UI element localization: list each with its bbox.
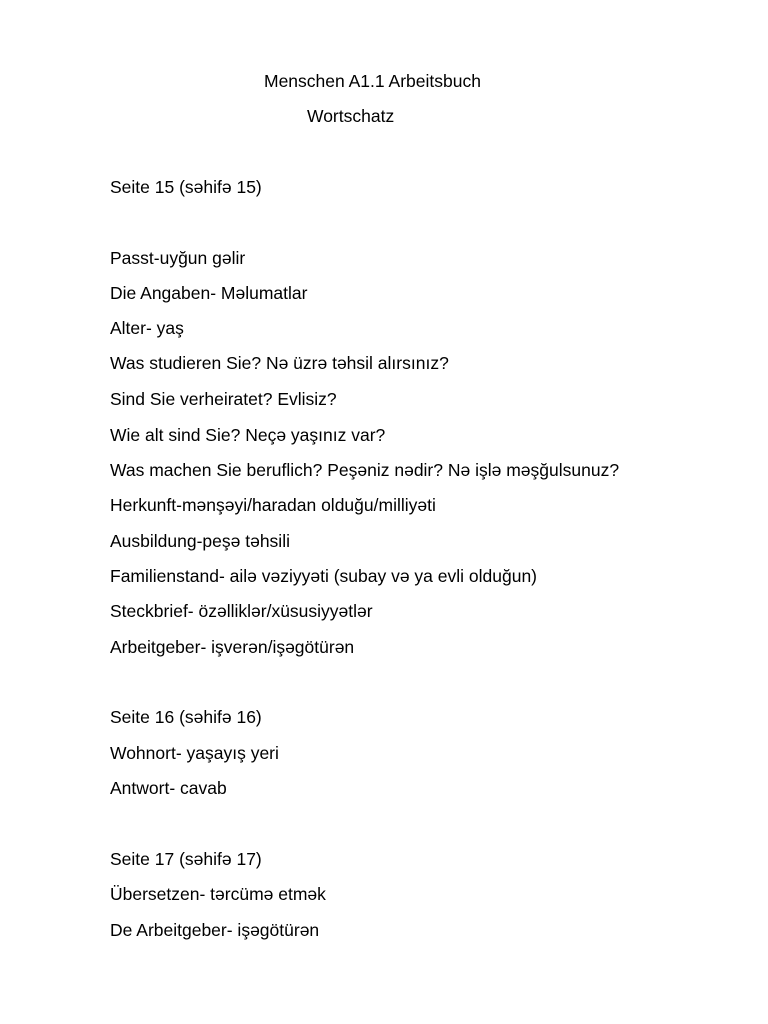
section-heading: Seite 17 (səhifə 17) — [110, 849, 262, 869]
vocab-entry: Passt-uyğun gəlir — [110, 248, 246, 268]
section-heading: Seite 16 (səhifə 16) — [110, 707, 262, 727]
vocab-entry: Wohnort- yaşayış yeri — [110, 743, 279, 763]
vocab-entry: Arbeitgeber- işverən/işəgötürən — [110, 637, 355, 657]
vocab-entry: Familienstand- ailə vəziyyəti (subay və ya evli olduğun) — [110, 566, 538, 586]
vocab-entry: Übersetzen- tərcümə etmək — [110, 884, 326, 904]
vocab-entry: De Arbeitgeber- işəgötürən — [110, 920, 320, 940]
vocab-entry: Ausbildung-peşə təhsili — [110, 531, 290, 551]
vocab-entry: Alter- yaş — [110, 318, 184, 338]
vocab-entry: Wie alt sind Sie? Neçə yaşınız var? — [110, 425, 386, 445]
vocab-entry: Antwort- cavab — [110, 778, 227, 798]
vocab-entry: Was studieren Sie? Nə üzrə təhsil alırsınız? — [110, 353, 449, 373]
vocab-entry: Die Angaben- Məlumatlar — [110, 283, 308, 303]
vocab-entry: Herkunft-mənşəyi/haradan olduğu/milliyəti — [110, 495, 436, 515]
document-subtitle: Wortschatz — [307, 106, 395, 126]
vocab-entry: Steckbrief- özəlliklər/xüsusiyyətlər — [110, 601, 373, 621]
document-title: Menschen A1.1 Arbeitsbuch — [264, 71, 481, 91]
vocab-entry: Sind Sie verheiratet? Evlisiz? — [110, 389, 337, 409]
section-heading: Seite 15 (səhifə 15) — [110, 177, 262, 197]
vocab-entry: Was machen Sie beruflich? Peşəniz nədir? Nə işlə məşğulsunuz? — [110, 460, 620, 480]
